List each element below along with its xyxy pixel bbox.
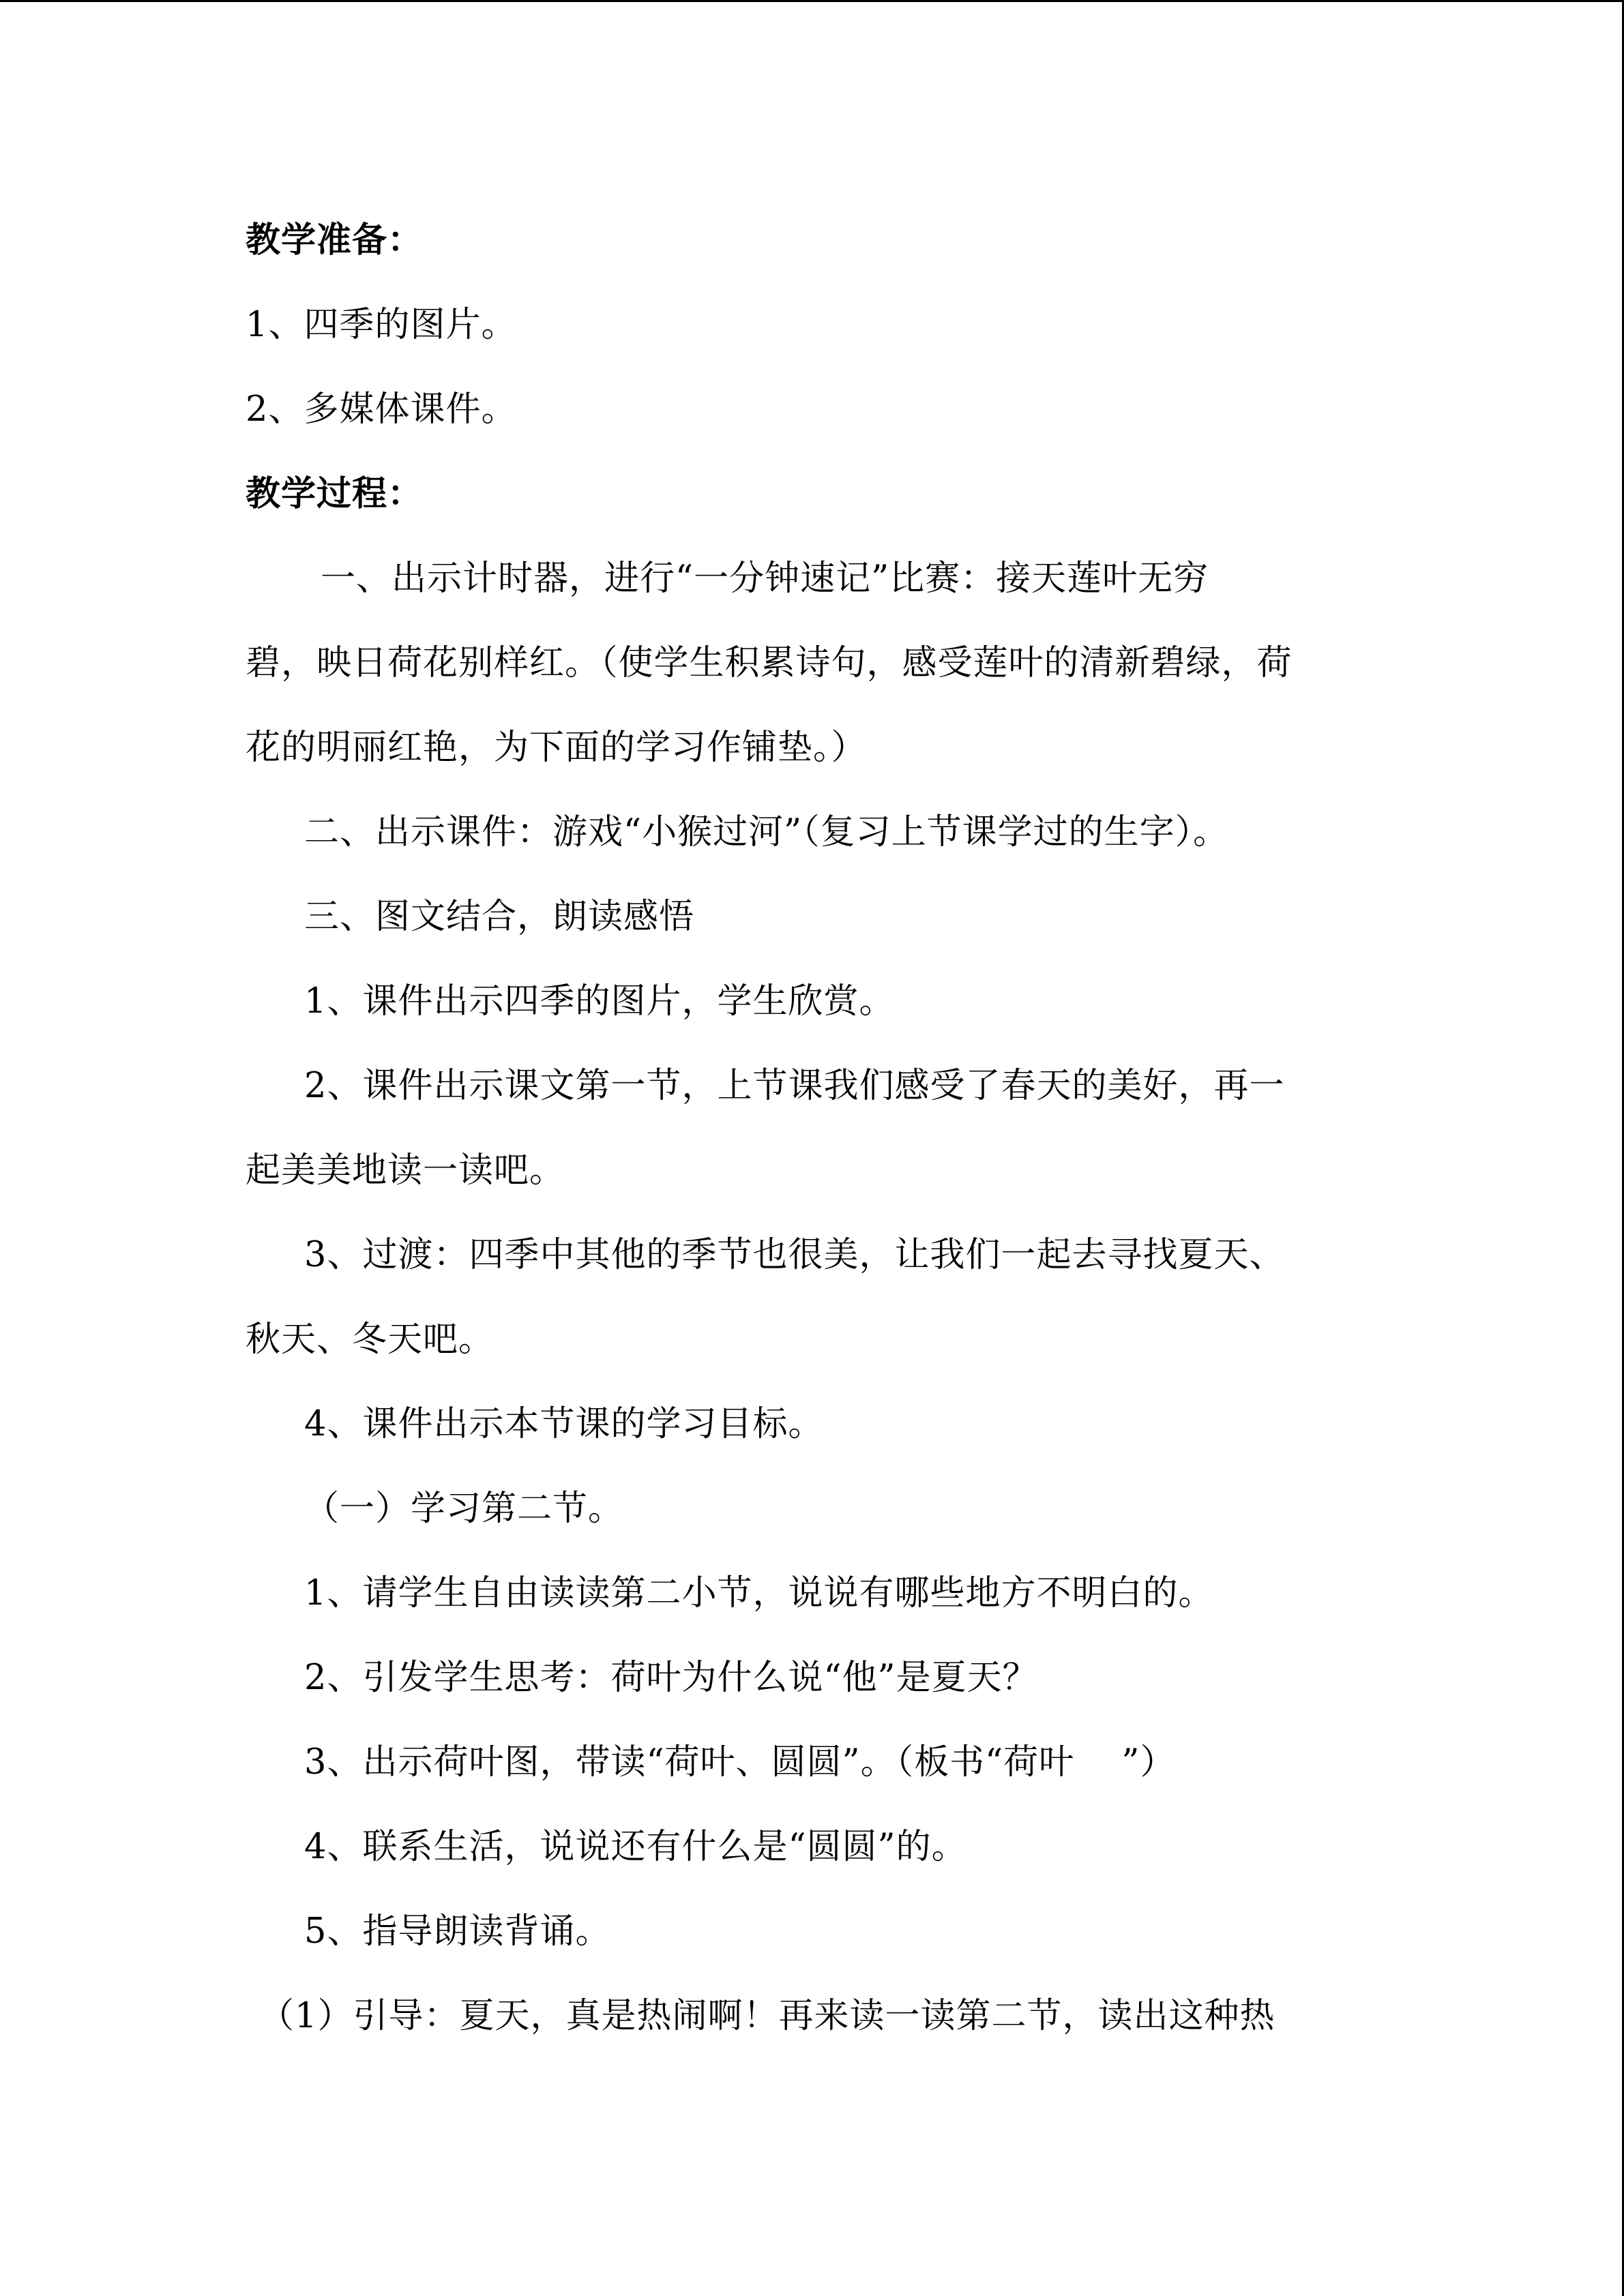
paragraph-line-12: （一）学习第二节。: [304, 1489, 624, 1529]
teaching-process-heading: 教学过程：: [246, 474, 424, 514]
paragraph-line-14: 2、引发学生思考：荷叶为什么说“他”是夏天？: [304, 1658, 1038, 1698]
teaching-prep-heading: 教学准备：: [246, 220, 424, 260]
prep-item-2: 2、多媒体课件。: [246, 389, 517, 430]
paragraph-line-10: 秋天、冬天吧。: [246, 1320, 494, 1360]
paragraph-line-11: 4、课件出示本节课的学习目标。: [304, 1404, 824, 1444]
paragraph-line-4: 二、出示课件：游戏“小猴过河”（复习上节课学过的生字）。: [304, 812, 1229, 852]
paragraph-line-13: 1、请学生自由读读第二小节，说说有哪些地方不明白的。: [304, 1573, 1214, 1613]
paragraph-line-3: 花的明丽红艳，为下面的学习作铺垫。）: [246, 728, 867, 768]
paragraph-line-17: 5、指导朗读背诵。: [304, 1911, 611, 1952]
paragraph-line-7: 2、课件出示课文第一节，上节课我们感受了春天的美好，再一: [304, 1066, 1285, 1106]
paragraph-line-2: 碧，映日荷花别样红。（使学生积累诗句，感受莲叶的清新碧绿，荷: [246, 643, 1293, 683]
prep-item-1: 1、四季的图片。: [246, 305, 517, 345]
paragraph-line-9: 3、过渡：四季中其他的季节也很美，让我们一起去寻找夏天、: [304, 1235, 1285, 1275]
paragraph-line-18: （1）引导：夏天，真是热闹啊！再来读一读第二节，读出这种热: [259, 1996, 1275, 2036]
paragraph-line-1: 一、出示计时器，进行“一分钟速记”比赛：接天莲叶无穷: [321, 558, 1209, 599]
paragraph-line-5: 三、图文结合，朗读感悟: [304, 897, 695, 937]
paragraph-line-8: 起美美地读一读吧。: [246, 1150, 565, 1191]
paragraph-line-15: 3、出示荷叶图，带读“荷叶、圆圆”。（板书“荷叶 ”）: [304, 1742, 1176, 1783]
paragraph-line-16: 4、联系生活，说说还有什么是“圆圆”的。: [304, 1827, 967, 1867]
paragraph-line-6: 1、课件出示四季的图片，学生欣赏。: [304, 981, 895, 1022]
